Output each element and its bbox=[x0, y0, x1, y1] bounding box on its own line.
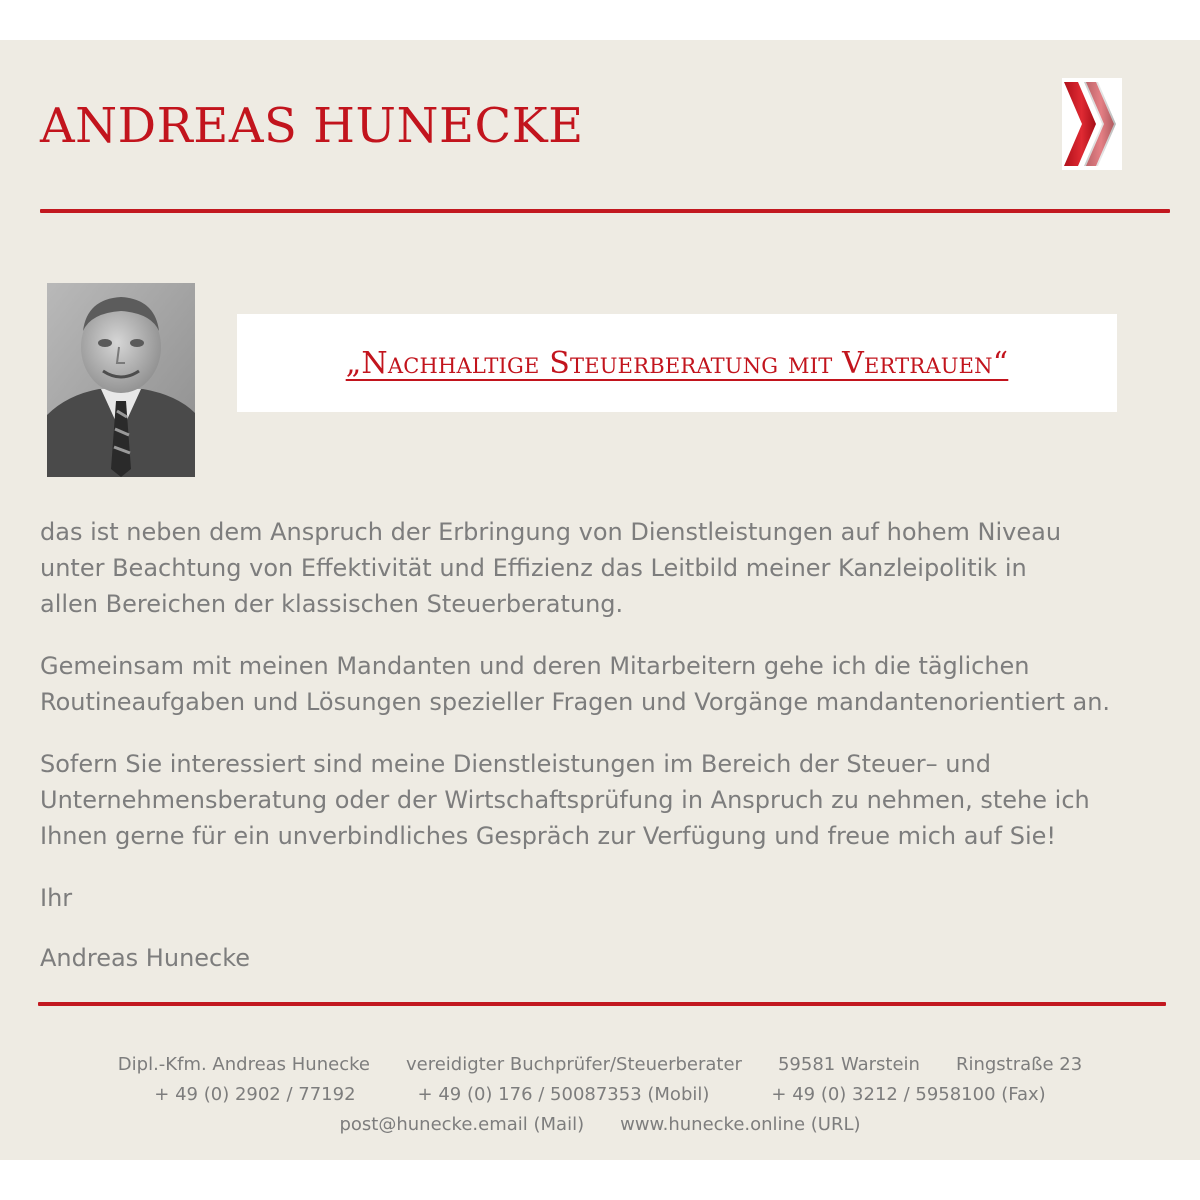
footer-name: Dipl.-Kfm. Andreas Hunecke bbox=[117, 1054, 370, 1075]
brand-title: ANDREAS HUNECKE bbox=[40, 98, 584, 154]
bottom-divider bbox=[38, 1002, 1166, 1006]
text-line: unter Beachtung von Effektivität und Effizienz das Leitbild meiner Kanzleipolitik in bbox=[40, 554, 1027, 582]
footer-street: Ringstraße 23 bbox=[955, 1054, 1083, 1075]
footer-mobile: + 49 (0) 176 / 50087353 (Mobil) bbox=[417, 1084, 710, 1105]
slogan-box bbox=[237, 314, 1117, 412]
text-line: allen Bereichen der klassischen Steuerberatung. bbox=[40, 590, 624, 618]
footer-contact bbox=[0, 1050, 1200, 1140]
footer-web-row bbox=[0, 1110, 1200, 1140]
closing: Ihr bbox=[40, 884, 73, 912]
footer-email-link[interactable]: post@hunecke.email (Mail) bbox=[339, 1114, 585, 1135]
paragraph-intro bbox=[40, 514, 1180, 622]
footer-url-link[interactable]: www.hunecke.online (URL) bbox=[620, 1114, 861, 1135]
text-line: Sofern Sie interessiert sind meine Dienstleistungen im Bereich der Steuer– und bbox=[40, 750, 991, 778]
signature: Andreas Hunecke bbox=[40, 944, 251, 972]
footer-address-row bbox=[0, 1050, 1200, 1080]
paragraph-collaboration bbox=[40, 648, 1180, 720]
footer-profession: vereidigter Buchprüfer/Steuerberater bbox=[405, 1054, 742, 1075]
footer-phone: + 49 (0) 2902 / 77192 bbox=[154, 1084, 356, 1105]
text-line: Gemeinsam mit meinen Mandanten und deren Mitarbeitern gehe ich die täglichen bbox=[40, 652, 1030, 680]
text-line: Routineaufgaben und Lösungen spezieller Fragen und Vorgänge mandantenorientiert an. bbox=[40, 688, 1111, 716]
top-divider bbox=[40, 209, 1170, 213]
text-line: das ist neben dem Anspruch der Erbringung von Dienstleistungen auf hohem Niveau bbox=[40, 518, 1062, 546]
letter-body bbox=[40, 514, 1180, 1002]
footer-city: 59581 Warstein bbox=[777, 1054, 920, 1075]
footer-fax: + 49 (0) 3212 / 5958100 (Fax) bbox=[771, 1084, 1046, 1105]
slogan: „Nachhaltige Steuerberatung mit Vertrauen“ bbox=[345, 345, 1009, 381]
text-line: Ihnen gerne für ein unverbindliches Gespräch zur Verfügung und freue mich auf Sie! bbox=[40, 822, 1057, 850]
double-chevron-right-icon bbox=[1062, 78, 1122, 170]
footer-phone-row bbox=[0, 1080, 1200, 1110]
text-line: Unternehmensberatung oder der Wirtschaftsprüfung in Anspruch zu nehmen, stehe ich bbox=[40, 786, 1090, 814]
letter-page bbox=[0, 40, 1200, 1160]
portrait-photo bbox=[47, 283, 195, 477]
paragraph-invitation bbox=[40, 746, 1180, 854]
